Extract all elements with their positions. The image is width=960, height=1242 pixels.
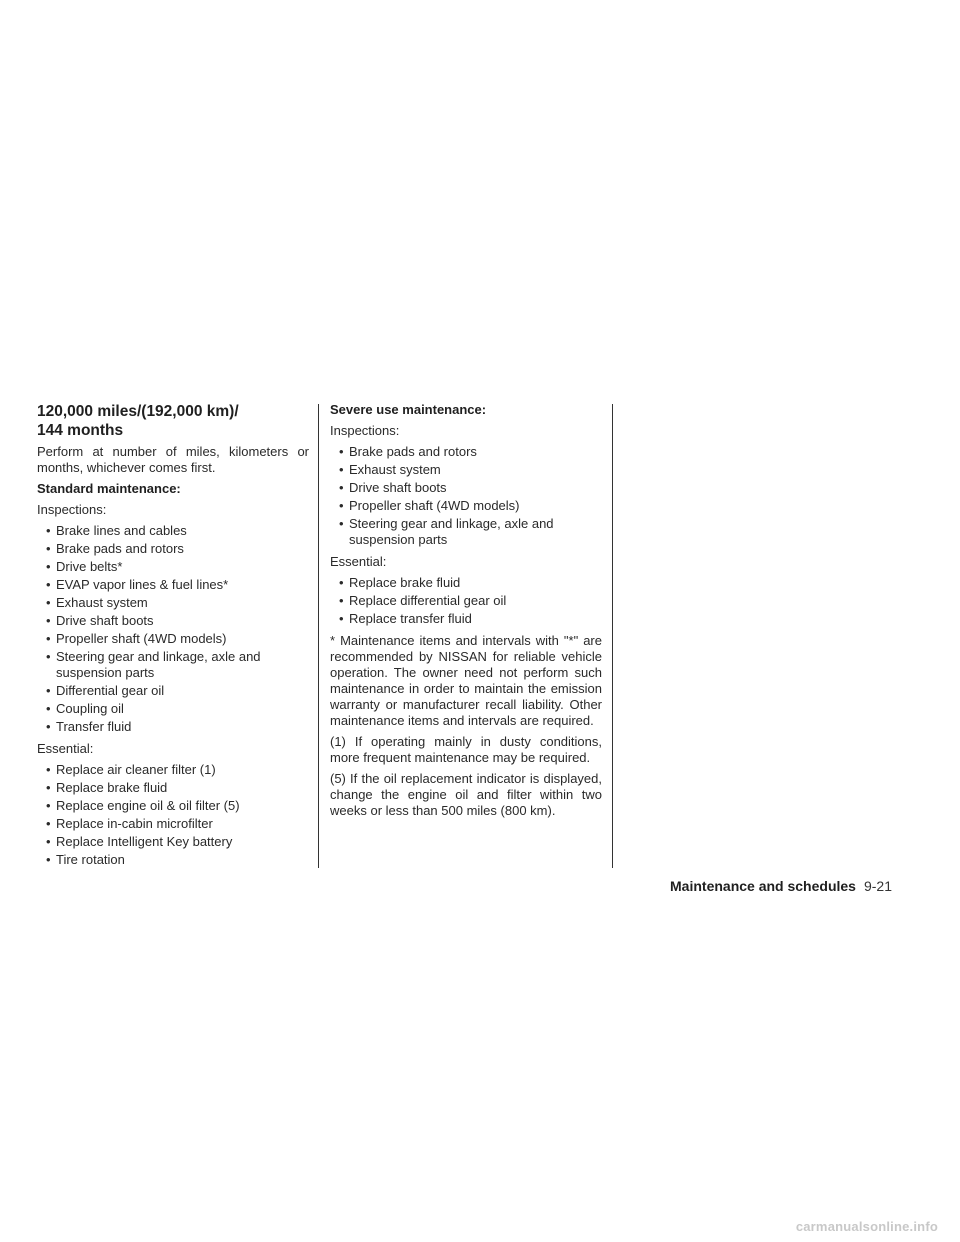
list-item: • Brake lines and cables [37,523,309,539]
watermark: carmanualsonline.info [795,1219,938,1234]
list-item: • Brake pads and rotors [37,541,309,557]
column-divider [612,404,613,868]
list-item: • Replace differential gear oil [330,593,602,609]
standard-essential-list [37,762,309,868]
list-item: • Coupling oil [37,701,309,717]
page-footer [0,878,892,894]
essential-label: Essential: [330,554,387,569]
list-item: • Steering gear and linkage, axle and suspension parts [330,516,602,548]
left-column [37,402,309,874]
list-item: • Replace brake fluid [37,780,309,796]
list-item: • Drive belts* [37,559,309,575]
standard-inspections-list [37,523,309,735]
page-number: 9-21 [863,878,892,894]
severe-inspections-list [330,444,602,548]
list-item: • Transfer fluid [37,719,309,735]
list-item: • Exhaust system [37,595,309,611]
list-item: • Replace engine oil & oil filter (5) [37,798,309,814]
list-item: • Differential gear oil [37,683,309,699]
list-item: • Replace brake fluid [330,575,602,591]
section-title-line2: 144 months [37,422,124,439]
list-item: • Replace in-cabin microfilter [37,816,309,832]
inspections-label: Inspections: [37,502,107,517]
section-title [37,402,309,440]
list-item: • EVAP vapor lines & fuel lines* [37,577,309,593]
footnote-5: (5) If the oil replacement indicator is displayed, change the engine oil and filter within two weeks or less than 500 miles (800 km). [330,771,602,818]
column-divider [318,404,319,868]
intro-text: Perform at number of miles, kilometers or months, whichever comes first. [37,444,309,475]
list-item: • Replace transfer fluid [330,611,602,627]
list-item: • Steering gear and linkage, axle and suspension parts [37,649,309,681]
list-item: • Drive shaft boots [37,613,309,629]
list-item: • Replace air cleaner filter (1) [37,762,309,778]
list-item: • Drive shaft boots [330,480,602,496]
asterisk-note: * Maintenance items and intervals with "*" are recommended by NISSAN for reliable vehicle operation. The owner need not perform such maintenance in order to maintain the emission warranty or manufacturer recall liability. Other maintenance items and intervals are required. [330,633,602,728]
list-item: • Propeller shaft (4WD models) [37,631,309,647]
list-item: • Exhaust system [330,462,602,478]
list-item: • Propeller shaft (4WD models) [330,498,602,514]
section-title-line1: 120,000 miles/(192,000 km)/ [37,403,239,420]
inspections-label: Inspections: [330,423,400,438]
right-column [330,402,602,824]
essential-label: Essential: [37,741,94,756]
severe-essential-list [330,575,602,627]
standard-maintenance-heading: Standard maintenance: [37,481,181,496]
list-item: • Replace Intelligent Key battery [37,834,309,850]
footer-section-title: Maintenance and schedules [670,878,856,894]
list-item: • Tire rotation [37,852,309,868]
severe-maintenance-heading: Severe use maintenance: [330,402,487,417]
list-item: • Brake pads and rotors [330,444,602,460]
footnote-1: (1) If operating mainly in dusty conditions, more frequent maintenance may be required. [330,734,602,765]
